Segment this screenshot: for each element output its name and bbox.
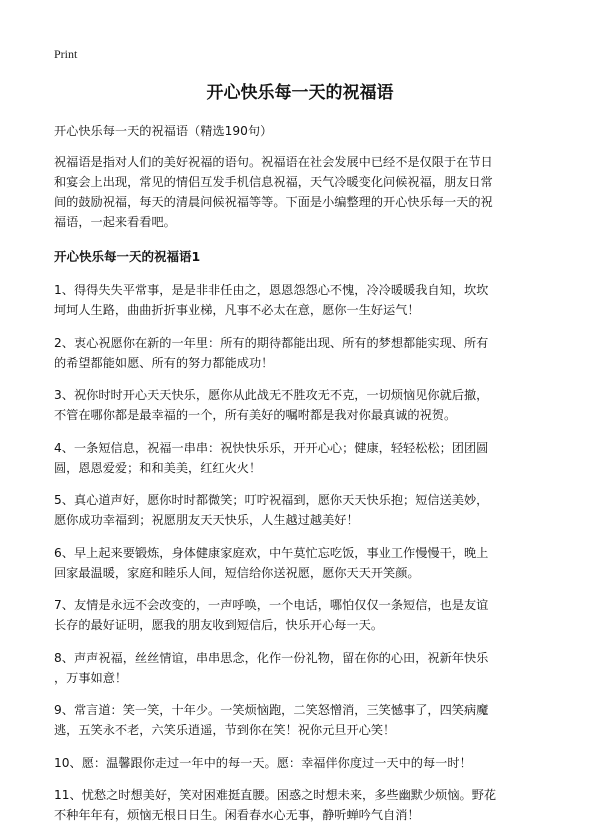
blessing-line: 9、常言道：笑一笑，十年少。一笑烦恼跑，二笑怒憎消，三笑憾事了，四笑病魔 <box>54 703 489 717</box>
blessing-line: 的希望都能如愿、所有的努力都能成功！ <box>54 355 274 370</box>
blessing-item-8 <box>54 648 554 688</box>
blessing-line: 7、友情是永远不会改变的，一声呼唤，一个电话，哪怕仅仅一条短信，也是友谊 <box>54 598 489 612</box>
article-subtitle: 开心快乐每一天的祝福语（精选190句） <box>54 124 273 138</box>
section-heading: 开心快乐每一天的祝福语1 <box>54 249 201 264</box>
article-body <box>54 121 554 838</box>
blessing-line: 逃，五笑永不老，六笑乐逍遥，节到你在笑！祝你元旦开心笑！ <box>54 723 396 737</box>
intro-paragraph <box>54 152 554 232</box>
blessing-line: 长存的最好证明，愿我的朋友收到短信后，快乐开心每一天。 <box>54 618 384 632</box>
blessing-item-11 <box>54 785 554 825</box>
blessing-item-4 <box>54 438 554 478</box>
blessing-item-1 <box>54 280 554 320</box>
blessing-line: 圆，恩恩爱爱；和和美美，红红火火！ <box>54 460 262 475</box>
blessing-line: 10、愿：温馨跟你走过一年中的每一天。愿：幸福伴你度过一天中的每一时！ <box>54 755 472 770</box>
blessing-item-10 <box>54 753 554 773</box>
blessing-item-7 <box>54 595 554 635</box>
blessing-item-6 <box>54 543 554 583</box>
blessing-line: 6、早上起来要锻炼，身体健康家庭欢，中午莫忙忘吃饭，事业工作慢慢干，晚上 <box>54 545 489 560</box>
blessing-item-2 <box>54 333 554 373</box>
intro-line: 祝福语是指对人们的美好祝福的语句。祝福语在社会发展中已经不是仅限于在节日 <box>54 155 493 169</box>
blessing-line: 不种年年有，烦恼无根日日生。闲看春水心无事，静听蝉吟气自消！ <box>54 808 420 822</box>
page-title: 开心快乐每一天的祝福语 <box>206 83 394 103</box>
blessing-line: 坷坷人生路，曲曲折折事业梯，凡事不必太在意，愿你一生好运气！ <box>54 303 420 317</box>
blessing-line: 愿你成功幸福到；祝愿朋友天天快乐，人生越过越美好！ <box>54 513 359 527</box>
blessing-line: ，万事如意！ <box>54 670 128 685</box>
intro-line: 间的鼓励祝福，每天的清晨问候祝福等等。下面是小编整理的开心快乐每一天的祝 <box>54 195 493 209</box>
blessing-line: 1、得得失失平常事，是是非非任由之，恩恩怨怨心不愧，冷冷暖暖我自知，坎坎 <box>54 283 489 297</box>
blessing-line: 回家最温暖，家庭和睦乐人间，短信给你送祝愿，愿你天天开笑颜。 <box>54 565 420 580</box>
blessing-line: 8、声声祝福，丝丝情谊，串串思念，化作一份礼物，留在你的心田，祝新年快乐 <box>54 650 489 665</box>
blessing-line: 4、一条短信息，祝福一串串：祝快快乐乐，开开心心；健康，轻轻松松；团团圆 <box>54 440 489 455</box>
blessing-item-5 <box>54 490 554 530</box>
blessing-line: 11、忧愁之时想美好，笑对困难挺直腰。困惑之时想未来，多些幽默少烦恼。野花 <box>54 788 497 802</box>
blessing-line: 2、衷心祝愿你在新的一年里：所有的期待都能出现、所有的梦想都能实现、所有 <box>54 335 489 350</box>
blessing-line: 3、祝你时时开心天天快乐，愿你从此战无不胜攻无不克，一切烦恼见你就后撤， <box>54 388 489 402</box>
intro-line: 和宴会上出现，常见的情侣互发手机信息祝福，天气冷暖变化问候祝福，朋友日常 <box>54 175 493 189</box>
blessing-line: 5、真心道声好，愿你时时都微笑；叮咛祝福到，愿你天天快乐抱；短信送美妙， <box>54 493 489 507</box>
intro-line: 福语，一起来看看吧。 <box>54 215 176 229</box>
blessing-item-3 <box>54 385 554 425</box>
blessing-line: 不管在哪你都是最幸福的一个，所有美好的嘱咐都是我对你最真诚的祝贺。 <box>54 408 457 422</box>
blessing-item-9 <box>54 700 554 740</box>
print-link[interactable]: Print <box>54 47 78 61</box>
